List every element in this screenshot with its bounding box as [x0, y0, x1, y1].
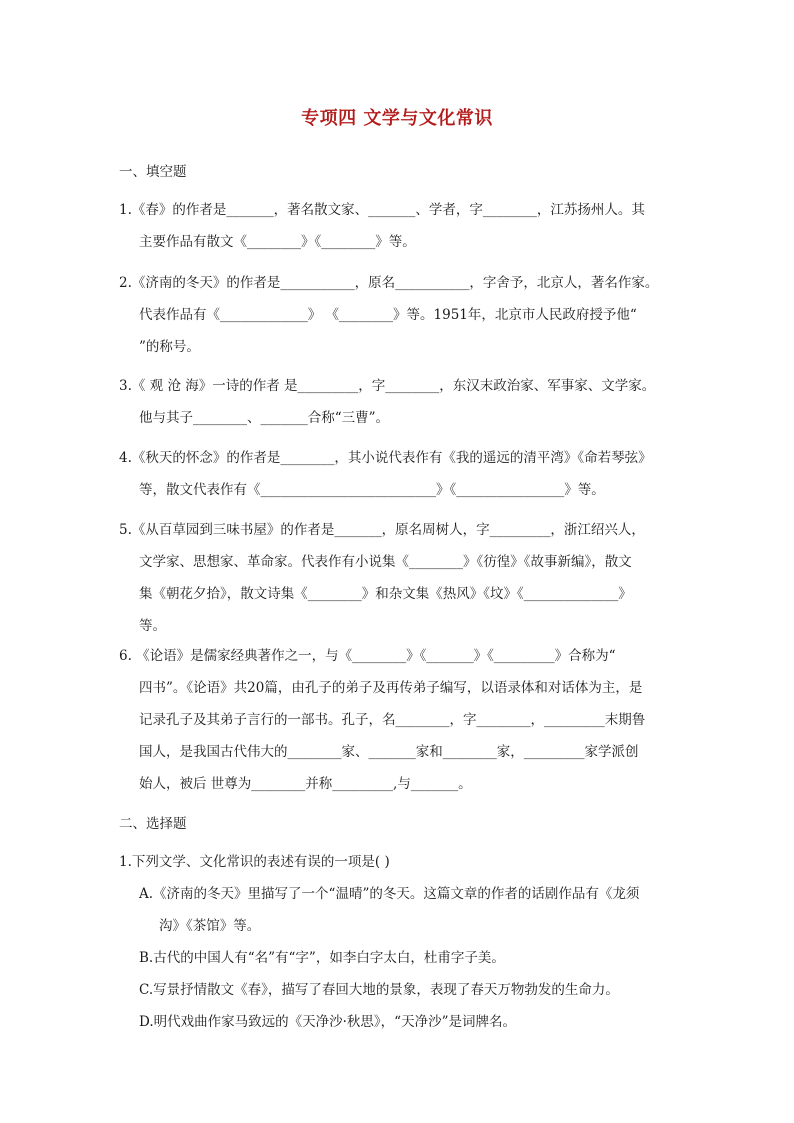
question-4-line-1: 4.《秋天的怀念》的作者是________，其小说代表作有《我的遥远的清平湾》《命若琴弦》 — [119, 450, 652, 466]
question-6-line-2: 四书”。《论语》共20篇，由孔子的弟子及再传弟子编写，以语录体和对话体为主，是 — [139, 680, 643, 696]
section-heading-fill-in: 一、填空题 — [119, 164, 187, 180]
mc-question-1 — [119, 846, 679, 1038]
question-1 — [119, 194, 679, 258]
question-2-line-1: 2.《济南的冬天》的作者是___________，原名___________，字舍予，北京人，著名作家。 — [119, 275, 659, 291]
question-6-line-3: 记录孔子及其弟子言行的一部书。孔子，名________，字________，_________末期鲁 — [139, 712, 646, 728]
question-6-line-1: 6. 《论语》是儒家经典著作之一，与《________》《_______》《_________》合称为“ — [119, 648, 616, 664]
option-d: D.明代戏曲作家马致远的《天净沙·秋思》，“天净沙”是词牌名。 — [139, 1014, 516, 1030]
option-b: B.古代的中国人有“名”有“字”，如李白字太白，杜甫字子美。 — [139, 950, 505, 966]
question-3-line-1: 3.《 观 沧 海》一诗的作者 是_________，字________，东汉末政治家、军事家、文学家。 — [119, 378, 656, 394]
question-1-line-2: 主要作品有散文《________》《________》等。 — [139, 234, 416, 250]
question-1-line-1: 1.《春》的作者是_______，著名散文家、_______、学者，字________，江苏扬州人。其 — [119, 202, 645, 218]
question-2-line-2: 代表作品有《_____________》 《________》等。1951年，北京市人民政府授予他“ — [139, 307, 637, 323]
option-a-line-1: A.《济南的冬天》里描写了一个“温晴”的冬天。这篇文章的作者的话剧作品有《龙须 — [139, 886, 640, 902]
question-4-line-2: 等，散文代表作有《__________________________》《________________》等。 — [139, 482, 605, 498]
question-5-line-3: 集《朝花夕拾》，散文诗集《________》和杂文集《热风》《坟》《______________》 — [139, 586, 632, 602]
section-heading-multiple-choice: 二、选择题 — [119, 816, 187, 832]
question-2-line-3: ”的称号。 — [139, 339, 200, 355]
question-4 — [119, 442, 679, 506]
question-3 — [119, 370, 679, 434]
question-6-line-4: 国人，是我国古代伟大的________家、_______家和________家，_________家学派创 — [139, 744, 639, 760]
question-3-line-2: 他与其子________、_______合称“三曹”。 — [139, 410, 390, 426]
question-5-line-1: 5.《从百草园到三味书屋》的作者是_______，原名周树人，字_________，浙江绍兴人， — [119, 522, 645, 538]
option-a-line-2: 沟》《茶馆》等。 — [159, 918, 261, 934]
question-6-line-5: 始人，被后 世尊为________并称_________,与_______。 — [139, 776, 472, 792]
question-5 — [119, 514, 679, 642]
mc-question-1-stem: 1.下列文学、文化常识的表述有误的一项是( ) — [119, 854, 390, 870]
option-c: C.写景抒情散文《春》，描写了春回大地的景象，表现了春天万物勃发的生命力。 — [139, 982, 619, 998]
question-2 — [119, 267, 679, 363]
question-5-line-4: 等。 — [139, 618, 166, 634]
question-6 — [119, 640, 679, 800]
question-5-line-2: 文学家、思想家、革命家。代表作有小说集《________》《彷徨》《故事新编》，散文 — [139, 554, 632, 570]
page-title: 专项四 文学与文化常识 — [301, 108, 493, 129]
